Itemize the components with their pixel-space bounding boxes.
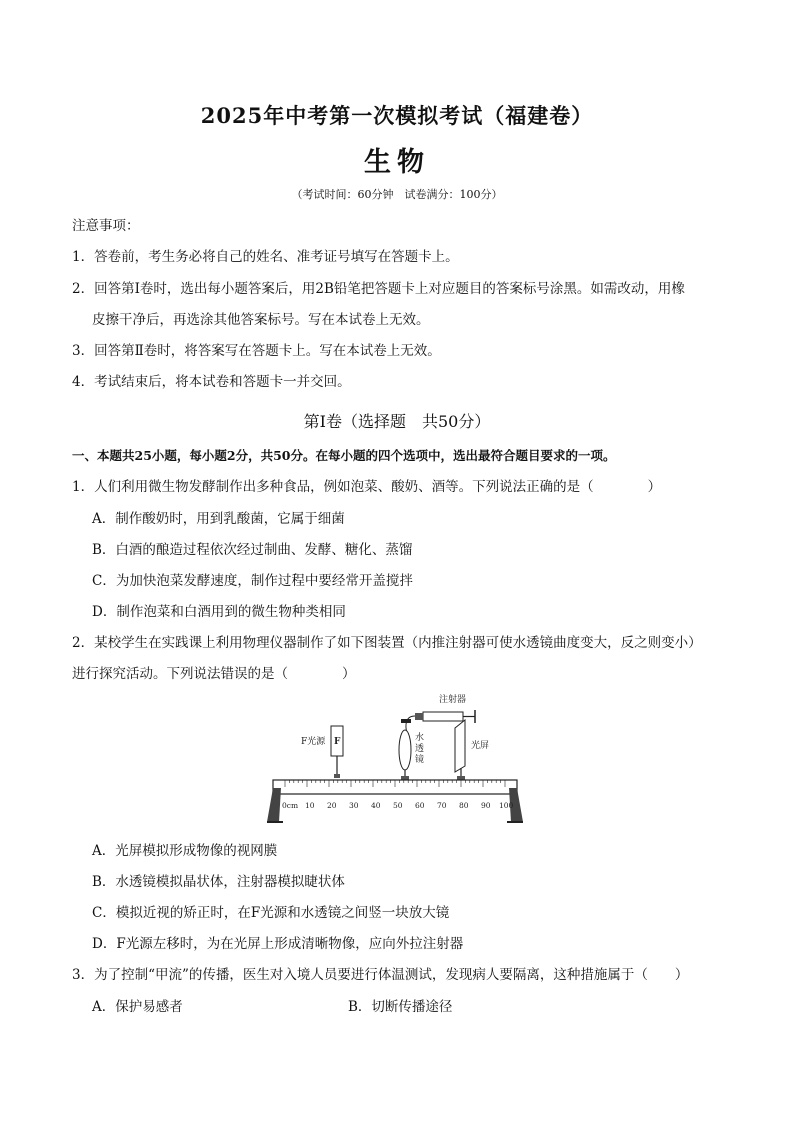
question-option: B．水透镜模拟晶状体，注射器模拟睫状体 xyxy=(92,874,345,890)
scale-label: 20 xyxy=(327,801,337,810)
notice-heading: 注意事项： xyxy=(72,218,140,234)
question-stem: 1．人们利用微生物发酵制作出多种食品，例如泡菜、酸奶、酒等。下列说法正确的是（ ） xyxy=(72,479,662,495)
section-title: 第Ⅰ卷（选择题 共50分） xyxy=(303,412,491,431)
question-stem: 进行探究活动。下列说法错误的是（ ） xyxy=(72,666,356,682)
scale-label: 50 xyxy=(393,801,403,810)
scale-label: 10 xyxy=(305,801,315,810)
source-label: F光源 xyxy=(301,737,326,747)
lens-label: 镜 xyxy=(415,755,425,765)
question-option: A．保护易感者 xyxy=(92,999,183,1015)
notice-item: 皮擦干净后，再选涂其他答案标号。写在本试卷上无效。 xyxy=(92,312,430,328)
question-stem: 2．某校学生在实践课上利用物理仪器制作了如下图装置（内推注射器可使水透镜曲度变大，反之则变小） xyxy=(72,635,702,651)
question-option: B．白酒的酿造过程依次经过制曲、发酵、糖化、蒸馏 xyxy=(92,542,413,558)
scale-label: 60 xyxy=(415,801,425,810)
question-stem: 3．为了控制“甲流”的传播，医生对入境人员要进行体温测试，发现病人要隔离，这种措施属于（ ） xyxy=(72,967,689,983)
section-instruction: 一、本题共25小题，每小题2分，共50分。在每小题的四个选项中，选出最符合题目要求的一项。 xyxy=(72,448,616,463)
question-option: D．F光源左移时，为在光屏上形成清晰物像，应向外拉注射器 xyxy=(92,936,464,952)
light-source-icon xyxy=(331,726,343,778)
screen-label: 光屏 xyxy=(471,741,490,751)
scale-label: 80 xyxy=(459,801,469,810)
scale-label: 90 xyxy=(481,801,491,810)
notice-item: 3．回答第Ⅱ卷时，将答案写在答题卡上。写在本试卷上无效。 xyxy=(72,343,441,359)
scale-labels xyxy=(282,801,514,810)
syringe-label: 注射器 xyxy=(439,695,467,705)
exam-title: 2025年中考第一次模拟考试（福建卷） xyxy=(200,103,594,128)
lens-label: 透 xyxy=(415,744,425,754)
scale-label: 40 xyxy=(371,801,381,810)
scale-label: 100 xyxy=(499,801,514,810)
question-option: C．为加快泡菜发酵速度，制作过程中要经常开盖搅拌 xyxy=(92,573,413,589)
screen-icon xyxy=(455,720,465,780)
subject-title: 生物 xyxy=(364,147,430,178)
question-option: B．切断传播途径 xyxy=(348,999,453,1015)
scale-label: 30 xyxy=(349,801,359,810)
optical-bench-diagram xyxy=(265,688,525,824)
notice-item: 2．回答第Ⅰ卷时，选出每小题答案后，用2B铅笔把答题卡上对应题目的答案标号涂黑。如需改动，用橡 xyxy=(72,281,685,297)
water-lens-icon xyxy=(399,730,411,780)
notice-item: 4．考试结束后，将本试卷和答题卡一并交回。 xyxy=(72,374,351,390)
question-option: A．光屏模拟形成物像的视网膜 xyxy=(92,843,278,859)
exam-info: （考试时间：60分钟 试卷满分：100分） xyxy=(291,188,503,201)
source-letter: F xyxy=(334,737,341,747)
question-option: C．模拟近视的矫正时，在F光源和水透镜之间竖一块放大镜 xyxy=(92,905,450,921)
scale-label: 70 xyxy=(437,801,447,810)
lens-label: 水 xyxy=(415,733,425,743)
scale-label: 0cm xyxy=(282,801,299,810)
question-option: A．制作酸奶时，用到乳酸菌，它属于细菌 xyxy=(92,511,345,527)
question-option: D．制作泡菜和白酒用到的微生物种类相同 xyxy=(92,604,346,620)
notice-item: 1．答卷前，考生务必将自己的姓名、准考证号填写在答题卡上。 xyxy=(72,249,459,265)
